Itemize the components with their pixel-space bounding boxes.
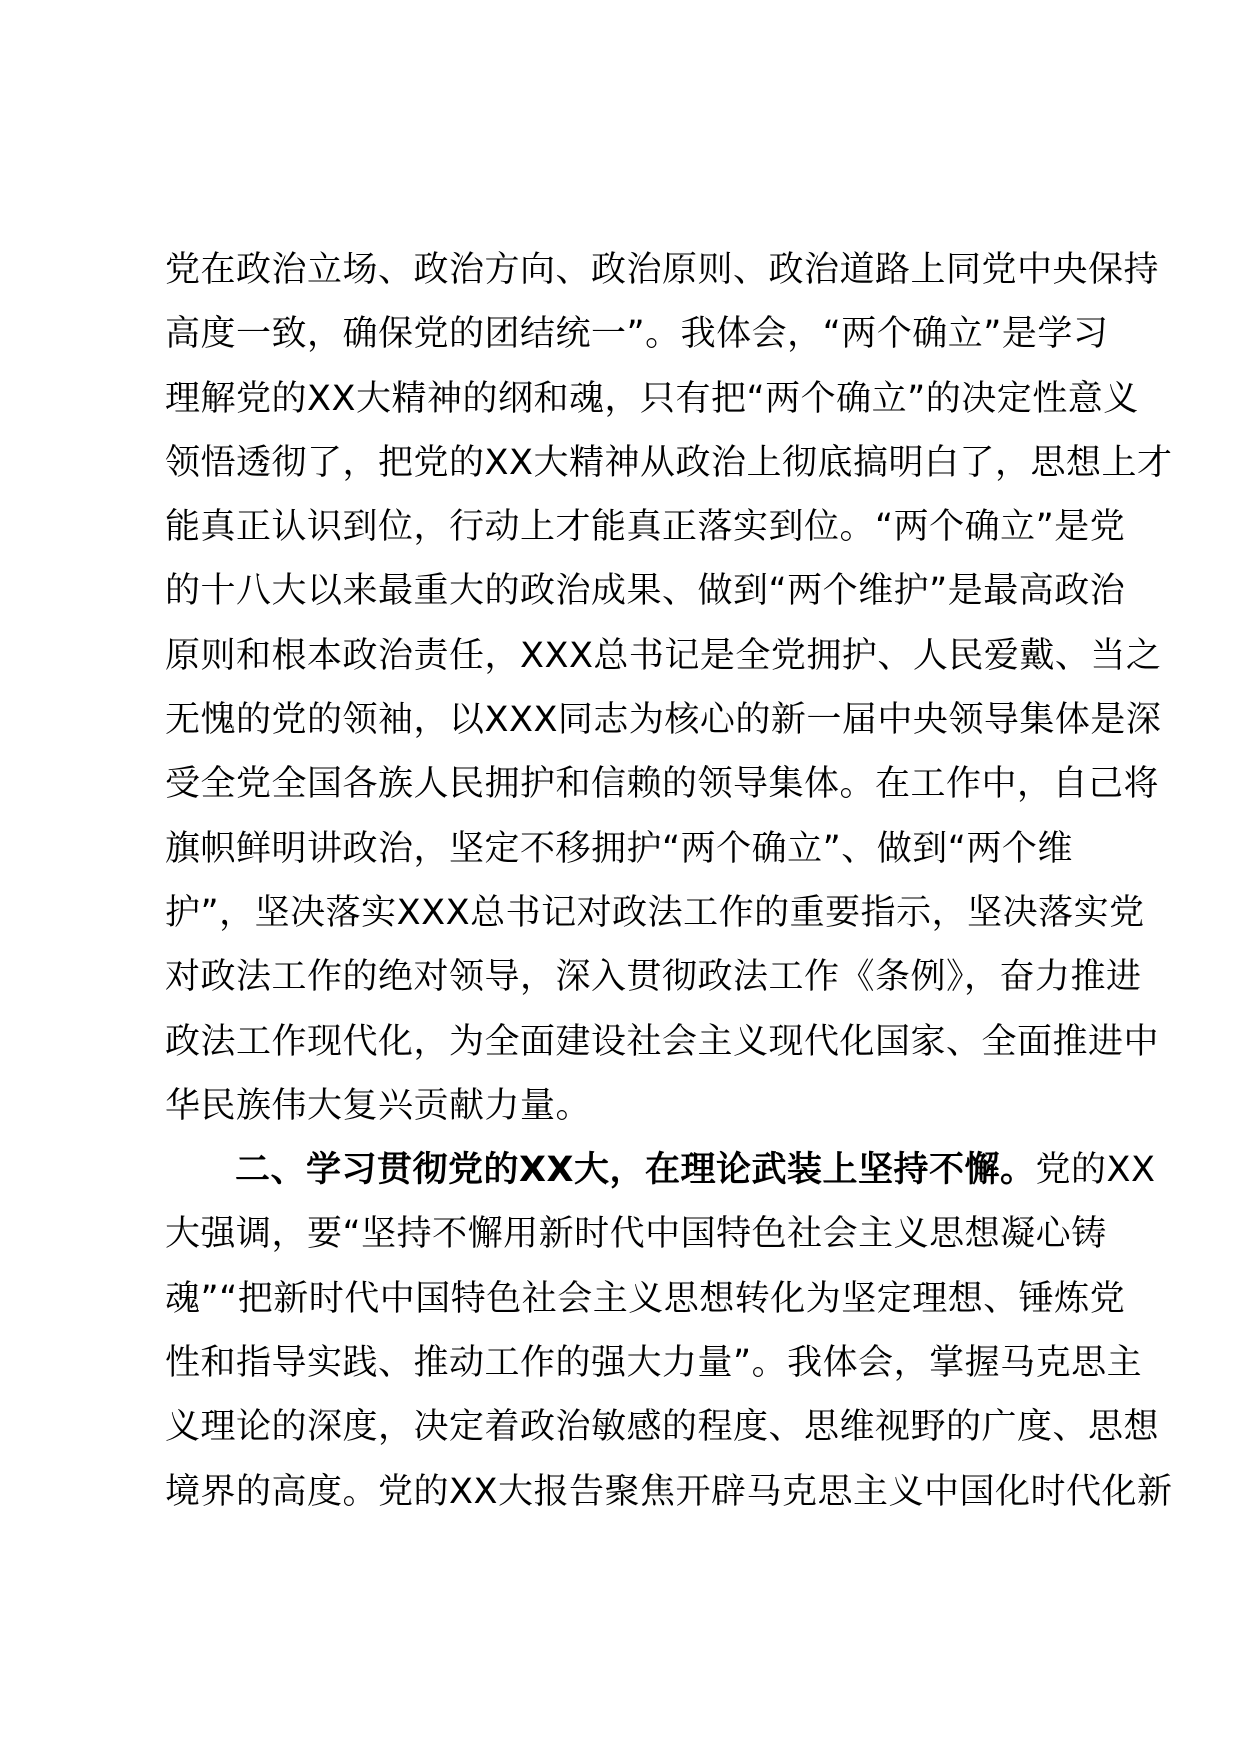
paragraph-line: 政法工作现代化，为全面建设社会主义现代化国家、全面推进中 [165,1021,1160,1062]
paragraph-line: 无愧的党的领袖，以XXX同志为核心的新一届中央领导集体是深 [165,700,1162,741]
paragraph-line: 魂”“把新时代中国特色社会主义思想转化为坚定理想、锤炼党 [165,1278,1126,1319]
paragraph-line: 领悟透彻了，把党的XX大精神从政治上彻底搞明白了，思想上才 [165,442,1173,483]
paragraph-line: 受全党全国各族人民拥护和信赖的领导集体。在工作中，自己将 [165,764,1160,805]
paragraph-line: 华民族伟大复兴贡献力量。 [165,1085,592,1126]
body-text [165,238,1173,1524]
paragraph-line: 义理论的深度，决定着政治敏感的程度、思维视野的广度、思想 [165,1407,1160,1448]
paragraph-line: 大强调，要“坚持不懈用新时代中国特色社会主义思想凝心铸 [165,1214,1107,1255]
paragraph-line: 理解党的XX大精神的纲和魂，只有把“两个确立”的决定性意义 [165,378,1139,419]
paragraph-line: 性和指导实践、推动工作的强大力量”。我体会，掌握马克思主 [165,1343,1143,1384]
paragraph-line: 高度一致，确保党的团结统一”。我体会，“两个确立”是学习 [165,314,1109,355]
paragraph-line: 的十八大以来最重大的政治成果、做到“两个维护”是最高政治 [165,571,1126,612]
section-heading-continuation: 党的XX [1035,1150,1156,1191]
paragraph-line: 原则和根本政治责任，XXX总书记是全党拥护、人民爱戴、当之 [165,635,1162,676]
paragraph-line: 境界的高度。党的XX大报告聚焦开辟马克思主义中国化时代化新 [165,1471,1173,1512]
paragraph-line: 护”，坚决落实XXX总书记对政法工作的重要指示，坚决落实党 [165,892,1145,933]
section-heading-line [165,1138,1156,1202]
paragraph-line: 能真正认识到位，行动上才能真正落实到位。“两个确立”是党 [165,507,1126,548]
section-heading: 二、学习贯彻党的XX大，在理论武装上坚持不懈。 [235,1150,1036,1191]
paragraph-line: 党在政治立场、政治方向、政治原则、政治道路上同党中央保持 [165,250,1160,290]
paragraph-line: 旗帜鲜明讲政治，坚定不移拥护“两个确立”、做到“两个维 [165,828,1073,869]
paragraph-line: 对政法工作的绝对领导，深入贯彻政法工作《条例》，奋力推进 [165,957,1142,998]
